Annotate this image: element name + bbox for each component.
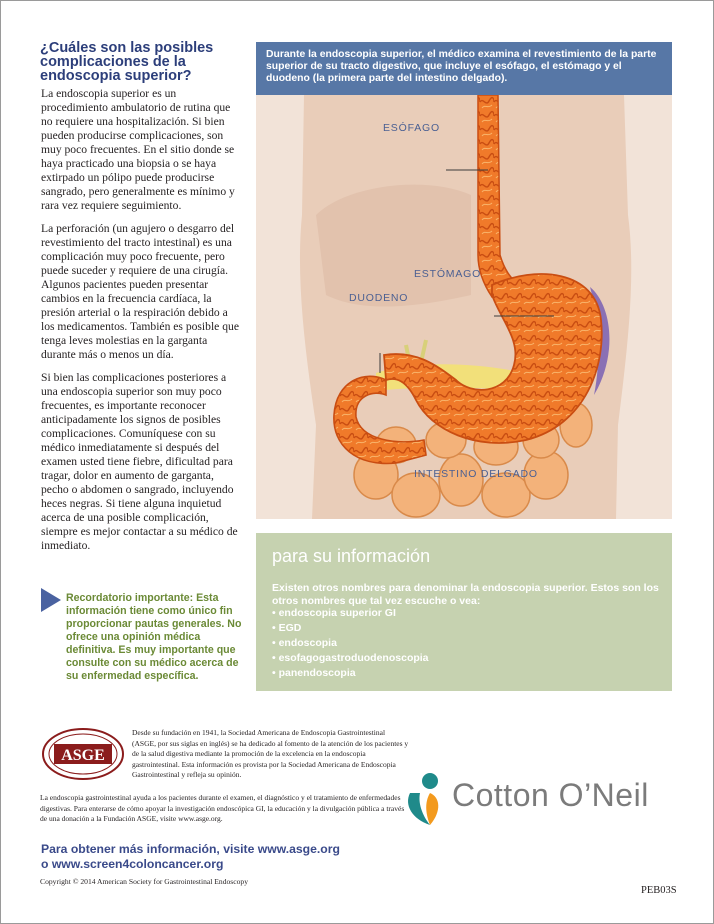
heading-line: complicaciones de la [40,54,186,70]
info-title: para su información [272,546,431,566]
list-item: • esofagogastroduodenoscopia [272,652,429,664]
small-intestine-label: INTESTINO DELGADO [414,468,538,480]
reminder-arrow-icon [41,588,61,612]
info-box [256,533,672,691]
list-item: • EGD [272,622,302,634]
info-intro: Existen otros nombres para denominar la endoscopia superior. Estos son los otros nombres que tal vez escuche o vea: [272,582,659,607]
asge-about-2: La endoscopia gastrointestinal ayuda a los pacientes durante el examen, el diagnóstico y el tratamiento de enfermedades digestivas. Para enterarse de cómo apoyar la investigación endoscópica GI, la educación y la divulgación pública a través de una donación a la Fundación ASGE, visite www.asge.org. [40,793,405,823]
important-reminder: Recordatorio importante: Esta información tiene como único fin proporcionar pautas generales. No ofrece una opinión médica definitiva. Es muy importante que consulte con su médico acerca de su enfermedad específica. [66,592,242,682]
body-paragraph: La endoscopia superior es un procedimiento ambulatorio de rutina que no requiere una hospitalización. Si bien pueden producirse complicaciones, son muy poco frecuentes. En el sitio donde se haya practicado una biopsia o se haya extirpado un pólipo puede producirse sangrado, pero generalmente es mínimo y rara vez requiere seguimiento. [41,87,235,212]
more-info [41,842,340,872]
alternate-names-list [272,606,429,681]
cotton-oneil-brand-name: Cotton O’Neil [452,777,649,813]
body-column [41,87,241,562]
esophagus-label: ESÓFAGO [383,122,440,134]
list-item: • endoscopia superior GI [272,607,396,619]
anatomy-illustration [256,42,672,519]
digestive-tract-drawing [256,95,672,519]
body-paragraph: La perforación (un agujero o desgarro del revestimiento del tracto intestinal) es una complicación muy poco frecuente, pero puede suceder y requiere de una cirugía. Algunos pacientes pueden presentar cambios en la frecuencia cardíaca, la presión arterial o la respiración debido a los medicamentos. También es posible que tenga leves molestias en la garganta durante más o menos un día. [41,222,239,361]
asge-seal-logo [42,728,124,780]
illustration-caption: Durante la endoscopia superior, el médico examina el revestimiento de la parte superior de su tracto digestivo, que incluye el esófago, el estómago y el duodeno (la primera parte del intestino delgado). [256,42,672,95]
asge-about: Desde su fundación en 1941, la Sociedad Americana de Endoscopia Gastrointestinal (ASGE, por sus siglas en inglés) se ha dedicado al fomento de la atención de los pacientes y de la salud digestiva mediante la promoción de la excelencia en la endoscopia gastrointestinal. Esta información es provista por la Sociedad Americana de Endoscopia Gastrointestinal y refleja su opinión. [132,728,409,779]
copyright: Copyright © 2014 American Society for Gastrointestinal Endoscopy [40,877,249,886]
duodenum-label: DUODENO [349,292,409,304]
list-item: • panendoscopia [272,667,356,679]
more-info-line: Para obtener más información, visite www.asge.org [41,842,340,856]
liver-shape [316,185,471,307]
document-code: PEB03S [641,885,677,896]
section-heading [40,41,240,83]
list-item: • endoscopia [272,637,337,649]
more-info-line: o www.screen4coloncancer.org [41,857,224,871]
body-paragraph: Si bien las complicaciones posteriores a una endoscopia superior son muy poco frecuentes, es importante reconocer anticipadamente los signos de posibles complicaciones. Comuníquese con su médico inmediatamente si después del examen usted tiene fiebre, dificultad para tragar, dolor en aumento de garganta, pecho o abdomen o sangrado, incluyendo heces negras. Si tiene alguna inquietud acerca de una posible complicación, siempre es mejor contactar a su médico de inmediato. [41,371,238,552]
asge-seal-text: ASGE [61,747,105,764]
cotton-oneil-logo-icon [404,771,454,827]
heading-line: endoscopia superior? [40,68,192,84]
stomach-label: ESTÓMAGO [414,268,482,280]
heading-line: ¿Cuáles son las posibles [40,40,214,56]
